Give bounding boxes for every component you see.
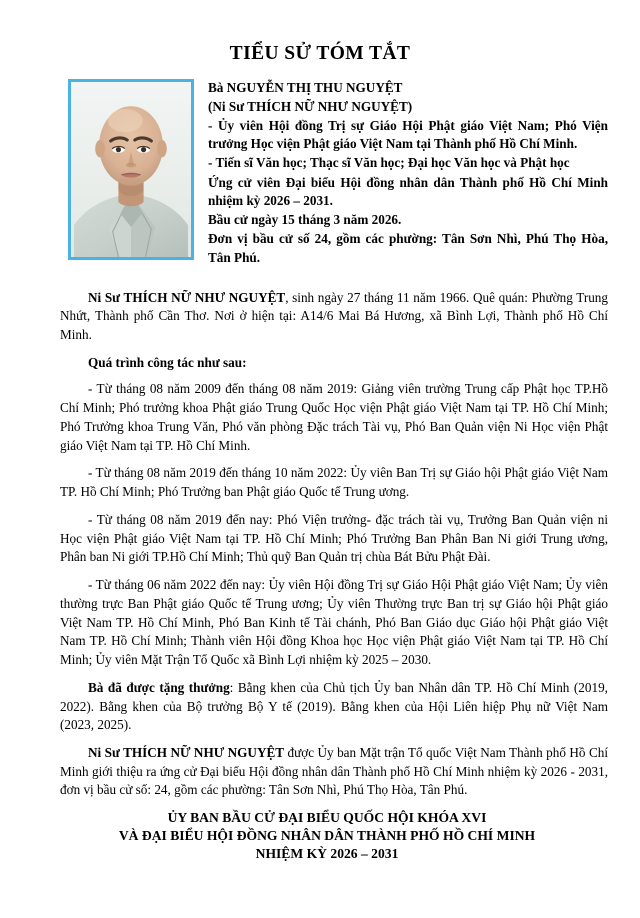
header-zone [0,79,640,275]
candidate-dharma-name: (Ni Sư THÍCH NỮ NHƯ NGUYỆT) [208,98,413,114]
document-page [0,13,640,918]
footer-zone [0,809,640,863]
career-heading-text: Quá trình công tác như sau: [88,354,247,370]
page-title: TIỂU SỬ TÓM TẮT [229,43,411,65]
footer-line-1: ỦY BAN BẦU CỬ ĐẠI BIỂU QUỐC HỘI KHÓA XVI [167,810,487,826]
career-heading [60,354,608,373]
awards-lead: Bà đã được tặng thưởng [88,679,230,695]
career-entry-1: - Từ tháng 08 năm 2009 đến tháng 08 năm 2019: Giảng viên trường Trung cấp Phật học TP.Hồ Chí Minh; Phó trưởng khoa Phật giáo Trung Quốc Học viện Phật giáo Việt Nam tại TP. Hồ Chí Minh; Phó Trưởng khoa Trung Văn, Phó văn phòng Đặc trách Tài vụ, Phó Ban Quản viện Ni Học viện Phật giáo Việt Nam tại TP. Hồ Chí Minh. [60,381,608,453]
election-date: Bầu cử ngày 15 tháng 3 năm 2026. [208,212,402,228]
career-entry-3: - Từ tháng 08 năm 2019 đến nay: Phó Viện trưởng- đặc trách tài vụ, Trưởng Ban Quản viện ni Học viện Phật giáo Việt Nam tại TP. Hồ Chí Minh; Phó Trưởng Ban Phân Ban Ni giới Trung ương, Phân ban Ni giới TP.Hồ Chí Minh; Thủ quỹ Ban Quản trị chùa Bát Bửu Phật Đài. [60,511,608,565]
portrait-photo [68,79,194,260]
biography-name-lead: Ni Sư THÍCH NỮ NHƯ NGUYỆT [88,289,286,305]
awards-paragraph [60,679,608,735]
footer-line-3: NHIỆM KỲ 2026 – 2031 [255,846,399,862]
candidate-nomination-term: Ứng cử viên Đại biểu Hội đồng nhân dân Thành phố Hồ Chí Minh nhiệm kỳ 2026 – 2031. [208,174,608,208]
nomination-details: được Ủy ban Mặt trận Tổ quốc Việt Nam Thành phố Hồ Chí Minh giới thiệu ra ứng cử Đại biểu Hội đồng nhân dân Thành phố Hồ Chí Minh nhiệm kỳ 2026 - 2031, đơn vị bầu cử số: 24, gồm các phường: Tân Sơn Nhì, Phú Thọ Hòa, Tân Phú. [60,744,608,798]
intro-block [208,79,608,267]
biography-details: , sinh ngày 27 tháng 11 năm 1966. Quê quán: Phường Trung Nhứt, Thành phố Cần Thơ. Nơi ở hiện tại: A14/6 Mai Bá Hương, xã Bình Lợi, Thành phố Hồ Chí Minh. [60,289,608,343]
candidate-name: Bà NGUYỄN THỊ THU NGUYỆT [208,79,403,95]
portrait-photo-graphic [71,82,191,257]
career-entry-4: - Từ tháng 06 năm 2022 đến nay: Ủy viên Hội đồng Trị sự Giáo Hội Phật giáo Việt Nam; Ủy viên thường trực Ban Phật giáo Quốc tế Trung ương; Ủy viên Thường trực Ban trị sự Giáo hội Phật giáo Việt Nam TP. Hồ Chí Minh, Phó Ban Kinh tế Tài chánh, Phó Ban Giáo dục Giáo hội Phật giáo Việt Nam TP. Hồ Chí Minh; Thành viên Hội đồng Khoa học Học viện Phật giáo Việt Nam tại TP. Hồ Chí Minh; Ủy viên Mặt Trận Tổ Quốc xã Bình Lợi nhiệm kỳ 2025 – 2030. [60,577,608,668]
nomination-paragraph [60,744,608,800]
career-entry-2: - Từ tháng 08 năm 2019 đến tháng 10 năm 2022: Ủy viên Ban Trị sự Giáo hội Phật giáo Việt Nam TP. Hồ Chí Minh; Phó Trưởng ban Phật giáo Quốc tế Trung ương. [60,465,608,500]
candidate-education: - Tiến sĩ Văn học; Thạc sĩ Văn học; Đại học Văn học và Phật học [208,155,570,171]
footer-line-2: VÀ ĐẠI BIỂU HỘI ĐỒNG NHÂN DÂN THÀNH PHỐ HỒ CHÍ MINH [118,828,536,844]
candidate-positions: - Ủy viên Hội đồng Trị sự Giáo Hội Phật giáo Việt Nam; Phó Viện trưởng Học viện Phật giáo Việt Nam tại Thành phố Hồ Chí Minh. [208,117,608,152]
body-zone [0,289,640,801]
nomination-name-lead: Ni Sư THÍCH NỮ NHƯ NGUYỆT [88,744,285,760]
awards-details: : Bằng khen của Chủ tịch Ủy ban Nhân dân TP. Hồ Chí Minh (2019, 2022). Bằng khen của Bộ trưởng Bộ Y tế (2019). Bằng khen của Hội Liên hiệp Phụ nữ Việt Nam (2023, 2025). [60,679,608,733]
constituency-info: Đơn vị bầu cử số 24, gồm các phường: Tân Sơn Nhì, Phú Thọ Hòa, Tân Phú. [208,231,608,265]
biography-paragraph [60,289,608,345]
